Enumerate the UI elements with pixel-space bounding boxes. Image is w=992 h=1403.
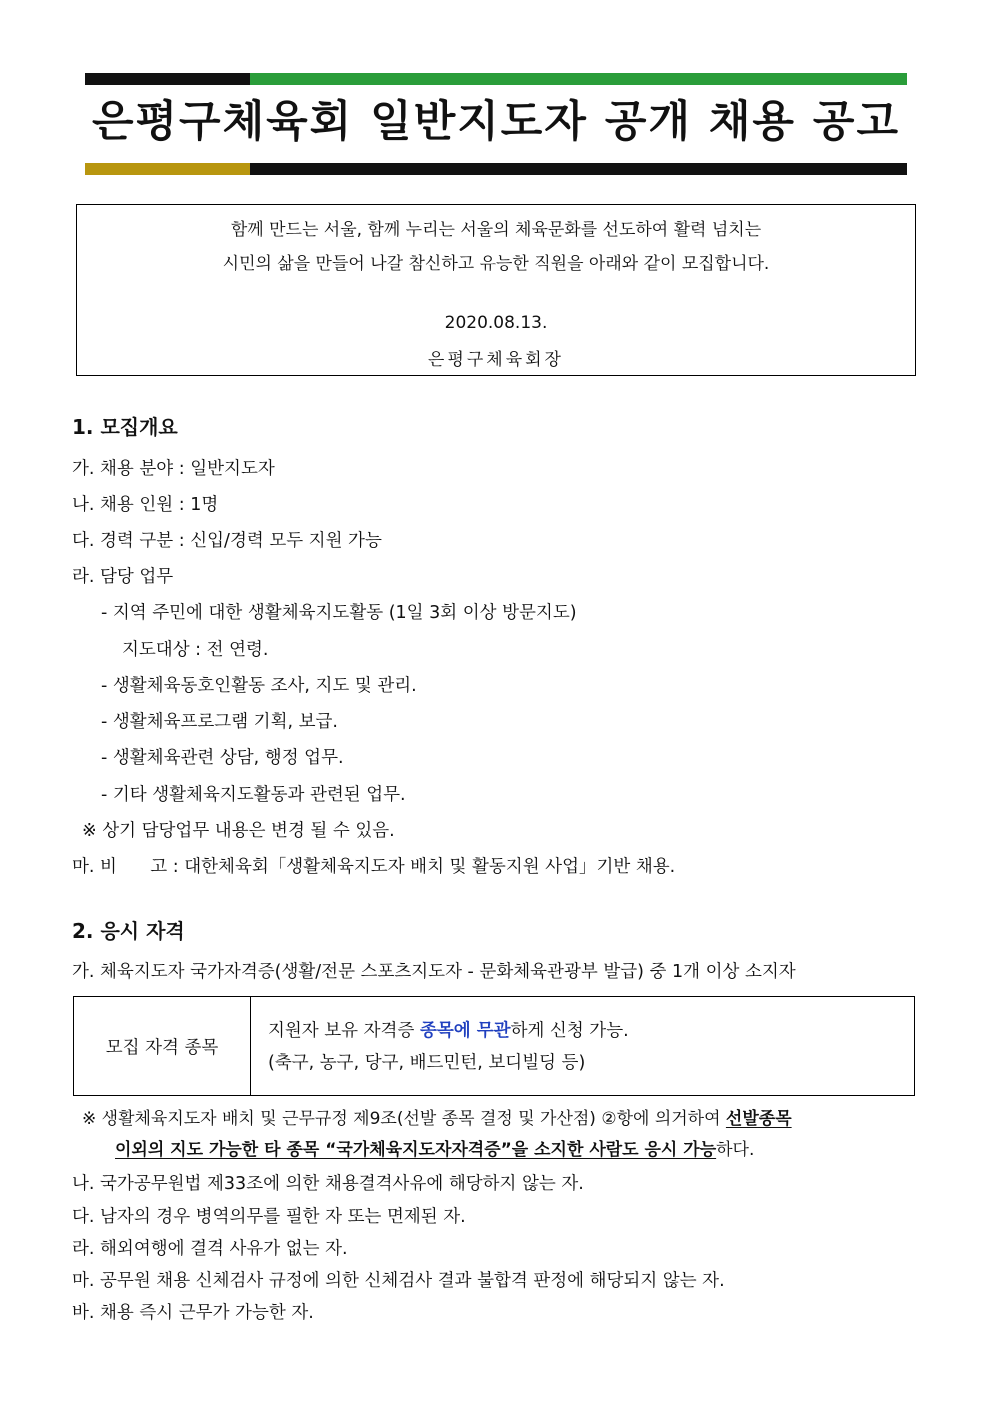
bottom-bar-gold [85, 163, 250, 175]
section-2-item-ga: 가. 체육지도자 국가자격증(생활/전문 스포츠지도자 - 문화체육관광부 발급) 중 1개 이상 소지자 [72, 962, 796, 982]
qualification-label: 모집 자격 종목 [74, 997, 251, 1095]
qualification-table [73, 996, 915, 1096]
bottom-bar-black [250, 163, 907, 175]
section-2-item: 라. 해외여행에 결격 사유가 없는 자. [72, 1239, 348, 1259]
intro-line-2: 시민의 삶을 만들어 나갈 참신하고 유능한 직원을 아래와 같이 모집합니다. [222, 254, 770, 274]
intro-date: 2020.08.13. [444, 313, 548, 333]
top-bar-green [250, 73, 907, 85]
duty-item: 지도대상 : 전 연령. [122, 640, 269, 660]
duty-item: - 지역 주민에 대한 생활체육지도활동 (1일 3회 이상 방문지도) [101, 603, 577, 623]
intro-box [76, 204, 916, 376]
intro-line-1: 함께 만드는 서울, 함께 누리는 서울의 체육문화를 선도하여 활력 넘치는 [230, 220, 762, 240]
regulation-note-line-1: ※ 생활체육지도자 배치 및 근무규정 제9조(선발 종목 결정 및 가산점) ②항에 의거하여 선발종목 [82, 1109, 792, 1129]
regulation-note-line-2: 이외의 지도 가능한 타 종목 “국가체육지도자자격증”을 소지한 사람도 응시 가능하다. [115, 1140, 755, 1160]
remark-line: 마. 비 고 : 대한체육회「생활체육지도자 배치 및 활동지원 사업」기반 채용. [72, 857, 676, 877]
page-title: 은평구체육회 일반지도자 공개 채용 공고 [91, 97, 901, 147]
duty-note: ※ 상기 담당업무 내용은 변경 될 수 있음. [82, 821, 395, 841]
top-bar-black [85, 73, 250, 85]
duty-item: - 생활체육관련 상담, 행정 업무. [101, 748, 344, 768]
intro-issuer: 은평구체육회장 [428, 350, 564, 370]
section-2-item: 마. 공무원 채용 신체검사 규정에 의한 신체검사 결과 불합격 판정에 해당되지 않는 자. [72, 1271, 725, 1291]
qualification-highlight: 종목에 무관 [419, 1021, 511, 1041]
section-1-item: 나. 채용 인원 : 1명 [72, 495, 219, 515]
section-1-item: 다. 경력 구분 : 신입/경력 모두 지원 가능 [72, 531, 382, 551]
qualification-line-1: 지원자 보유 자격증 종목에 무관하게 신청 가능. [268, 1021, 629, 1041]
section-1-heading: 1. 모집개요 [72, 415, 178, 439]
section-1-item: 가. 채용 분야 : 일반지도자 [72, 459, 275, 479]
section-2-item: 바. 채용 즉시 근무가 가능한 자. [72, 1303, 314, 1323]
section-2-heading: 2. 응시 자격 [72, 919, 185, 943]
duty-item: - 생활체육동호인활동 조사, 지도 및 관리. [101, 676, 417, 696]
qualification-line-2: (축구, 농구, 당구, 배드민턴, 보디빌딩 등) [268, 1053, 586, 1073]
section-2-item: 다. 남자의 경우 병역의무를 필한 자 또는 면제된 자. [72, 1207, 466, 1227]
section-1-item: 라. 담당 업무 [72, 567, 174, 587]
duty-item: - 기타 생활체육지도활동과 관련된 업무. [101, 785, 406, 805]
section-2-item: 나. 국가공무원법 제33조에 의한 채용결격사유에 해당하지 않는 자. [72, 1174, 584, 1194]
duty-item: - 생활체육프로그램 기획, 보급. [101, 712, 338, 732]
